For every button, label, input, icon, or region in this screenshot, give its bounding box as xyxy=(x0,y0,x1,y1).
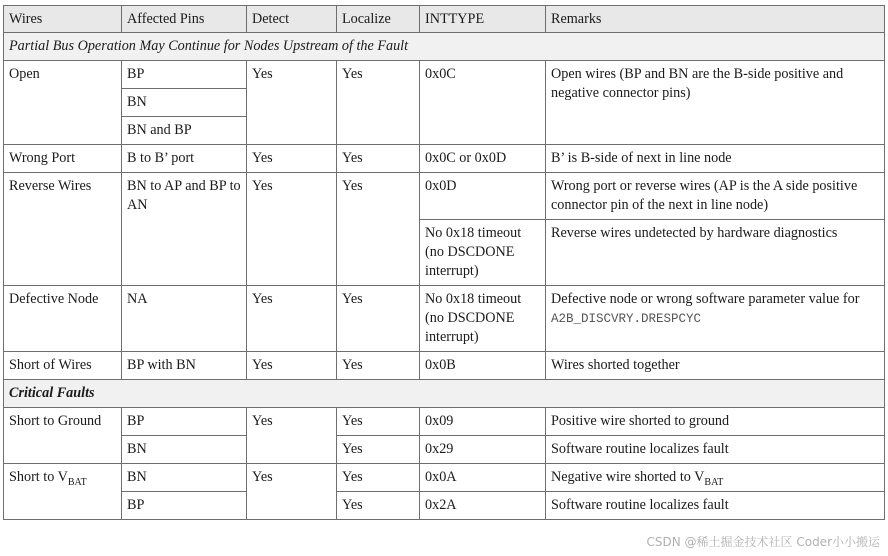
cell-inttype: 0x0B xyxy=(420,352,546,380)
cell-remarks: Wrong port or reverse wires (AP is the A side positive connector pin of the next in line node) xyxy=(546,173,885,220)
watermark: CSDN @稀土掘金技术社区 Coder小小搬运 xyxy=(646,535,880,549)
cell-localize: Yes xyxy=(337,145,420,173)
cell-wires: Open xyxy=(4,61,122,145)
cell-inttype: No 0x18 timeout (no DSCDONE interrupt) xyxy=(420,220,546,286)
table-row xyxy=(4,286,885,352)
wires-subscript: BAT xyxy=(67,476,87,488)
section-title-critical: Critical Faults xyxy=(4,380,885,408)
cell-remarks: B’ is B-side of next in line node xyxy=(546,145,885,173)
cell-remarks: Reverse wires undetected by hardware diagnostics xyxy=(546,220,885,286)
cell-remarks: Wires shorted together xyxy=(546,352,885,380)
col-header-remarks: Remarks xyxy=(546,6,885,33)
table-row xyxy=(4,408,885,436)
cell-wires: Short of Wires xyxy=(4,352,122,380)
cell-detect: Yes xyxy=(247,286,337,352)
cell-localize: Yes xyxy=(337,464,420,492)
cell-remarks: Software routine localizes fault xyxy=(546,436,885,464)
cell-detect: Yes xyxy=(247,145,337,173)
table-row xyxy=(4,145,885,173)
cell-pins: BP with BN xyxy=(122,352,247,380)
cell-localize: Yes xyxy=(337,436,420,464)
cell-pins: BP xyxy=(122,408,247,436)
cell-pins: BN xyxy=(122,436,247,464)
section-title-partial: Partial Bus Operation May Continue for Nodes Upstream of the Fault xyxy=(4,33,885,61)
cell-detect: Yes xyxy=(247,61,337,145)
fault-table xyxy=(3,5,885,520)
col-header-detect: Detect xyxy=(247,6,337,33)
cell-pins: BN xyxy=(122,464,247,492)
cell-pins: BN xyxy=(122,89,247,117)
cell-inttype: 0x29 xyxy=(420,436,546,464)
cell-wires: Defective Node xyxy=(4,286,122,352)
cell-pins: BN and BP xyxy=(122,117,247,145)
cell-inttype: 0x0A xyxy=(420,464,546,492)
cell-wires: Wrong Port xyxy=(4,145,122,173)
cell-detect: Yes xyxy=(247,464,337,520)
cell-localize: Yes xyxy=(337,492,420,520)
header-row xyxy=(4,6,885,33)
cell-wires: Short to Ground xyxy=(4,408,122,464)
section-row-critical xyxy=(4,380,885,408)
cell-localize: Yes xyxy=(337,408,420,436)
remarks-subscript: BAT xyxy=(704,476,724,488)
table-row xyxy=(4,436,885,464)
table-row xyxy=(4,352,885,380)
cell-remarks: Software routine localizes fault xyxy=(546,492,885,520)
cell-localize: Yes xyxy=(337,173,420,286)
section-row-partial xyxy=(4,33,885,61)
col-header-inttype: INTTYPE xyxy=(420,6,546,33)
table-row xyxy=(4,492,885,520)
remarks-text: Negative wire shorted to V xyxy=(551,469,705,485)
cell-remarks: Open wires (BP and BN are the B-side positive and negative connector pins) xyxy=(546,61,885,145)
col-header-wires: Wires xyxy=(4,6,122,33)
cell-inttype: No 0x18 timeout (no DSCDONE interrupt) xyxy=(420,286,546,352)
table-row xyxy=(4,464,885,492)
cell-inttype: 0x0C xyxy=(420,61,546,145)
cell-pins: BN to AP and BP to AN xyxy=(122,173,247,286)
cell-pins: BP xyxy=(122,61,247,89)
cell-wires: Reverse Wires xyxy=(4,173,122,286)
cell-detect: Yes xyxy=(247,352,337,380)
cell-pins: B to B’ port xyxy=(122,145,247,173)
cell-pins: BP xyxy=(122,492,247,520)
cell-localize: Yes xyxy=(337,61,420,145)
cell-detect: Yes xyxy=(247,173,337,286)
cell-wires xyxy=(4,464,122,520)
cell-remarks xyxy=(546,464,885,492)
table-row xyxy=(4,61,885,89)
cell-remarks xyxy=(546,286,885,352)
remarks-code: A2B_DISCVRY.DRESPCYC xyxy=(551,312,702,326)
col-header-affected-pins: Affected Pins xyxy=(122,6,247,33)
cell-inttype: 0x0D xyxy=(420,173,546,220)
cell-remarks: Positive wire shorted to ground xyxy=(546,408,885,436)
col-header-localize: Localize xyxy=(337,6,420,33)
remarks-text: Defective node or wrong software parameter value for xyxy=(551,291,860,307)
cell-inttype: 0x0C or 0x0D xyxy=(420,145,546,173)
cell-pins: NA xyxy=(122,286,247,352)
table-row xyxy=(4,173,885,220)
cell-detect: Yes xyxy=(247,408,337,464)
cell-localize: Yes xyxy=(337,352,420,380)
cell-inttype: 0x2A xyxy=(420,492,546,520)
cell-inttype: 0x09 xyxy=(420,408,546,436)
cell-localize: Yes xyxy=(337,286,420,352)
wires-text: Short to V xyxy=(9,469,68,485)
